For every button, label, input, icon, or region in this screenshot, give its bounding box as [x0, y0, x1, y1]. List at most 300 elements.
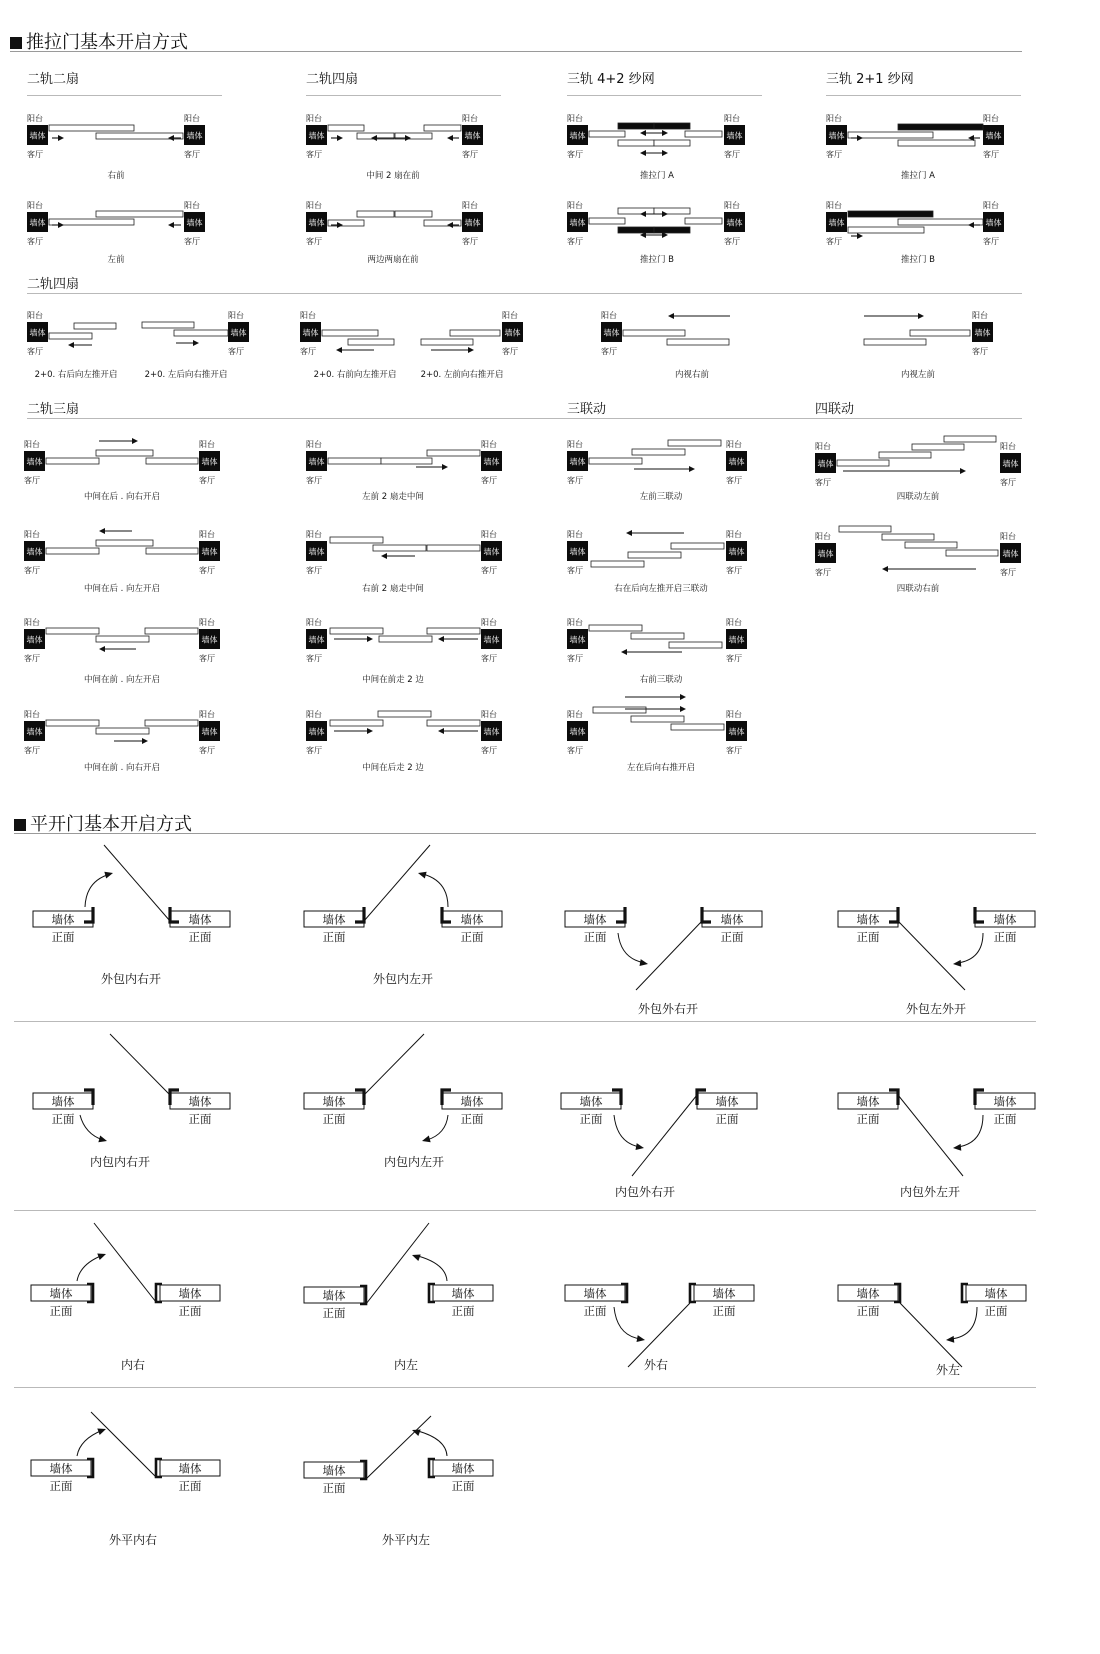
wall-label: 墙体	[728, 727, 745, 737]
section-label: 二轨四扇	[27, 277, 80, 292]
diagram-two-track-four-2	[306, 200, 483, 246]
living-label: 客厅	[567, 566, 583, 575]
wall-label: 墙体	[51, 1094, 75, 1109]
arrow-head	[689, 466, 695, 472]
front-label: 正面	[322, 1481, 346, 1495]
swing-caption: 内左	[393, 1358, 419, 1372]
door-panel	[944, 436, 996, 442]
front-label: 正面	[51, 930, 75, 944]
arrow-head	[367, 728, 373, 734]
door-panel	[49, 125, 134, 131]
front-label: 正面	[188, 930, 212, 944]
door-panel	[174, 330, 228, 336]
diagram-three-link-2	[567, 529, 747, 575]
balcony-label: 阳台	[724, 201, 740, 210]
balcony-label: 阳台	[726, 618, 742, 627]
swing-caption: 内包外右开	[614, 1185, 676, 1199]
wall-label: 墙体	[504, 328, 521, 338]
section-label: 三轨 2+1 纱网	[826, 72, 914, 87]
balcony-label: 阳台	[462, 201, 478, 210]
front-label: 正面	[49, 1304, 73, 1318]
diagram-20-right-front	[300, 310, 394, 356]
door-panel	[593, 707, 646, 713]
swing-b3	[561, 1090, 757, 1176]
screen-panel	[618, 123, 654, 129]
sliding-caption: 推拉门 A	[900, 171, 936, 181]
swing-caption: 外左	[935, 1363, 961, 1377]
wall-label: 墙体	[583, 1286, 607, 1301]
wall-label: 墙体	[49, 1286, 73, 1301]
living-label: 客厅	[306, 566, 322, 575]
arrow-head	[99, 528, 105, 534]
wall-label: 墙体	[26, 727, 43, 737]
wall-label: 墙体	[728, 635, 745, 645]
sliding-caption: 推拉门 B	[639, 255, 675, 265]
door-panel	[74, 323, 116, 329]
living-label: 客厅	[567, 476, 583, 485]
balcony-label: 阳台	[567, 114, 583, 123]
door-panel	[328, 125, 364, 131]
arrow-head	[367, 636, 373, 642]
arrow-head	[640, 959, 648, 966]
diagram-two-track-three-a3	[24, 617, 220, 663]
arrow-head	[58, 135, 64, 141]
wall-label: 墙体	[201, 727, 218, 737]
section-label: 四联动	[815, 402, 855, 417]
wall-label: 墙体	[856, 1286, 880, 1301]
wall-label: 墙体	[569, 457, 586, 467]
wall-label: 墙体	[856, 1094, 880, 1109]
swing-arrow	[614, 1307, 641, 1339]
door-panel	[946, 550, 998, 556]
diagram-inner-left-front	[864, 310, 993, 356]
wall-label: 墙体	[322, 1463, 346, 1478]
diagram-two-track-four-1	[306, 113, 483, 159]
door-panel	[379, 636, 432, 642]
swing-arrow	[80, 1115, 103, 1140]
arrow-head	[637, 1335, 645, 1342]
living-label: 客厅	[184, 150, 200, 159]
swing-arrow	[77, 1430, 103, 1456]
arrow-head	[438, 728, 444, 734]
wall-label: 墙体	[569, 218, 586, 228]
living-label: 客厅	[184, 237, 200, 246]
sliding-caption: 中间在后 . 向左开启	[83, 584, 161, 594]
balcony-label: 阳台	[199, 710, 215, 719]
living-label: 客厅	[306, 476, 322, 485]
door-leaf	[898, 921, 965, 990]
swing-a2	[304, 845, 502, 944]
door-leaf	[632, 1095, 697, 1176]
wall-label: 墙体	[308, 635, 325, 645]
wall-label: 墙体	[460, 1094, 484, 1109]
diagram-20-left-front	[421, 310, 523, 356]
swing-arrow	[85, 874, 110, 907]
diagram-two-track-two-1	[27, 113, 205, 159]
balcony-label: 阳台	[300, 311, 316, 320]
wall-label: 墙体	[828, 218, 845, 228]
front-label: 正面	[460, 930, 484, 944]
wall-label: 墙体	[186, 218, 203, 228]
arrow-head	[168, 222, 174, 228]
door-panel	[589, 458, 642, 464]
arrow-head	[882, 566, 888, 572]
door-panel	[348, 339, 394, 345]
living-label: 客厅	[199, 476, 215, 485]
sliding-caption: 右前 2 扇走中间	[362, 584, 424, 594]
wall-label: 墙体	[188, 1094, 212, 1109]
wall-label: 墙体	[29, 328, 46, 338]
arrow-head	[447, 135, 453, 141]
door-panel	[46, 548, 99, 554]
door-panel	[421, 339, 473, 345]
arrow-head	[142, 738, 148, 744]
door-panel	[623, 330, 685, 336]
arrow-head	[626, 530, 632, 536]
balcony-label: 阳台	[306, 440, 322, 449]
wall-label: 墙体	[984, 1286, 1008, 1301]
balcony-label: 阳台	[462, 114, 478, 123]
sliding-title-text: 推拉门基本开启方式	[26, 32, 188, 53]
diagram-three-track-21-2	[826, 200, 1004, 246]
living-label: 客厅	[306, 654, 322, 663]
wall-label: 墙体	[483, 635, 500, 645]
sliding-caption: 中间在前 . 向左开启	[83, 675, 161, 685]
diagram-four-link-2	[815, 526, 1021, 577]
wall-label: 墙体	[188, 912, 212, 927]
diagram-20-right-back	[27, 310, 116, 356]
arrow-head	[442, 464, 448, 470]
wall-label: 墙体	[993, 1094, 1017, 1109]
door-leaf	[364, 845, 430, 921]
sliding-caption: 中间在前走 2 边	[362, 675, 424, 685]
door-panel	[330, 537, 383, 543]
living-label: 客厅	[601, 347, 617, 356]
swing-arrow	[423, 874, 448, 907]
door-panel	[145, 628, 198, 634]
front-label: 正面	[460, 1112, 484, 1126]
living-label: 客厅	[462, 237, 478, 246]
sliding-caption: 左前	[107, 255, 125, 265]
swing-arrow	[77, 1255, 103, 1281]
door-panel	[669, 642, 722, 648]
front-label: 正面	[579, 1112, 603, 1126]
balcony-label: 阳台	[815, 442, 831, 451]
arrow-head	[97, 1253, 106, 1260]
door-panel	[631, 716, 684, 722]
living-label: 客厅	[27, 347, 43, 356]
arrow-head	[857, 233, 863, 239]
diagram-three-track-21-1	[826, 113, 1004, 159]
front-label: 正面	[178, 1304, 202, 1318]
door-panel	[667, 339, 729, 345]
door-panel	[671, 543, 724, 549]
door-panel	[146, 548, 198, 554]
living-label: 客厅	[724, 237, 740, 246]
balcony-label: 阳台	[24, 440, 40, 449]
door-panel	[96, 728, 149, 734]
wall-label: 墙体	[201, 635, 218, 645]
wall-label: 墙体	[460, 912, 484, 927]
front-label: 正面	[322, 1112, 346, 1126]
door-panel	[427, 545, 480, 551]
balcony-label: 阳台	[184, 114, 200, 123]
wall-label: 墙体	[51, 912, 75, 927]
wall-label: 墙体	[974, 328, 991, 338]
front-label: 正面	[720, 930, 744, 944]
sliding-caption: 右前	[107, 171, 125, 181]
sliding-caption: 2+0. 左前向右推开启	[420, 370, 504, 380]
living-label: 客厅	[306, 150, 322, 159]
wall-label: 墙体	[302, 328, 319, 338]
diagram-two-track-three-b4	[306, 709, 502, 755]
balcony-label: 阳台	[726, 530, 742, 539]
balcony-label: 阳台	[567, 201, 583, 210]
sliding-caption: 两边两扇在前	[367, 255, 419, 265]
balcony-label: 阳台	[567, 530, 583, 539]
door-panel	[912, 444, 964, 450]
balcony-label: 阳台	[24, 710, 40, 719]
section-label: 三轨 4+2 纱网	[567, 72, 655, 87]
sliding-caption: 左在后向右推开启	[626, 763, 696, 773]
sliding-caption: 右在后向左推开启三联动	[614, 584, 708, 594]
door-panel	[46, 628, 99, 634]
front-label: 正面	[856, 1112, 880, 1126]
door-panel	[96, 450, 153, 456]
wall-label: 墙体	[720, 912, 744, 927]
wall-label: 墙体	[728, 547, 745, 557]
diagram-two-track-three-b2	[306, 529, 502, 575]
front-label: 正面	[583, 930, 607, 944]
door-panel	[589, 131, 625, 137]
diagram-inner-right-front	[601, 310, 730, 356]
front-label: 正面	[583, 1304, 607, 1318]
sliding-caption: 右前三联动	[639, 675, 683, 685]
sliding-caption: 四联动左前	[896, 492, 940, 502]
wall-label: 墙体	[308, 131, 325, 141]
swing-c4	[838, 1284, 1026, 1367]
balcony-label: 阳台	[567, 440, 583, 449]
wall-label: 墙体	[26, 547, 43, 557]
swing-caption: 外包内右开	[100, 972, 162, 986]
balcony-label: 阳台	[27, 201, 43, 210]
wall-label: 墙体	[828, 131, 845, 141]
sliding-caption: 中间在后走 2 边	[362, 763, 424, 773]
wall-label: 墙体	[178, 1286, 202, 1301]
door-panel	[864, 339, 926, 345]
door-panel	[96, 211, 183, 217]
living-label: 客厅	[306, 237, 322, 246]
balcony-label: 阳台	[199, 440, 215, 449]
balcony-label: 阳台	[27, 311, 43, 320]
front-label: 正面	[993, 1112, 1017, 1126]
balcony-label: 阳台	[481, 440, 497, 449]
swing-caption: 内包内左开	[383, 1155, 445, 1169]
arrow-head	[336, 347, 342, 353]
living-label: 客厅	[199, 746, 215, 755]
door-leaf	[366, 1223, 429, 1304]
wall-label: 墙体	[201, 457, 218, 467]
door-leaf	[364, 1034, 424, 1095]
door-panel	[145, 720, 198, 726]
door-panel	[49, 333, 92, 339]
swing-a3	[565, 907, 762, 990]
balcony-label: 阳台	[1000, 442, 1016, 451]
door-panel	[373, 545, 426, 551]
arrow-head	[97, 1428, 106, 1435]
wall-label: 墙体	[569, 547, 586, 557]
wall-label: 墙体	[26, 457, 43, 467]
door-panel	[848, 227, 924, 233]
door-panel	[910, 330, 970, 336]
wall-label: 墙体	[322, 912, 346, 927]
sliding-caption: 中间在前 . 向右开启	[83, 763, 161, 773]
swing-title-text: 平开门基本开启方式	[30, 814, 192, 835]
door-panel	[905, 542, 957, 548]
diagram-three-link-4	[567, 694, 747, 755]
door-panel	[591, 561, 644, 567]
wall-label: 墙体	[451, 1461, 475, 1476]
swing-c3	[565, 1284, 754, 1367]
door-panel	[381, 458, 432, 464]
wall-label: 墙体	[569, 635, 586, 645]
living-label: 客厅	[27, 150, 43, 159]
living-label: 客厅	[306, 746, 322, 755]
front-label: 正面	[856, 930, 880, 944]
diagram-three-track-42-1	[567, 113, 745, 159]
front-label: 正面	[178, 1479, 202, 1493]
wall-label: 墙体	[985, 131, 1002, 141]
living-label: 客厅	[24, 566, 40, 575]
door-panel	[330, 628, 383, 634]
arrow-head	[668, 313, 674, 319]
door-panel	[328, 458, 381, 464]
arrow-head	[468, 347, 474, 353]
sliding-caption: 推拉门 A	[639, 171, 675, 181]
arrow-head	[680, 694, 686, 700]
balcony-label: 阳台	[826, 114, 842, 123]
screen-panel	[898, 124, 983, 130]
swing-b1	[33, 1034, 230, 1142]
balcony-label: 阳台	[567, 618, 583, 627]
balcony-label: 阳台	[481, 618, 497, 627]
door-panel	[330, 720, 383, 726]
door-panel	[671, 724, 724, 730]
wall-label: 墙体	[985, 218, 1002, 228]
door-panel	[618, 140, 654, 146]
wall-label: 墙体	[464, 131, 481, 141]
front-label: 正面	[984, 1304, 1008, 1318]
living-label: 客厅	[481, 476, 497, 485]
front-label: 正面	[856, 1304, 880, 1318]
arrow-head	[946, 1336, 954, 1343]
living-label: 客厅	[199, 566, 215, 575]
diagram-two-track-three-a4	[24, 709, 220, 755]
wall-label: 墙体	[483, 727, 500, 737]
sliding-caption: 中间 2 扇在前	[366, 171, 420, 181]
living-label: 客厅	[567, 150, 583, 159]
diagram-two-track-three-a2	[24, 528, 220, 575]
swing-d2	[304, 1416, 493, 1495]
balcony-label: 阳台	[481, 710, 497, 719]
sliding-caption: 推拉门 B	[900, 255, 936, 265]
swing-arrow	[418, 1256, 447, 1281]
door-panel	[632, 449, 685, 455]
wall-label: 墙体	[230, 328, 247, 338]
diagram-three-link-1	[567, 439, 747, 485]
arrow-head	[104, 872, 113, 879]
living-label: 客厅	[24, 746, 40, 755]
living-label: 客厅	[726, 746, 742, 755]
section-label: 二轨四扇	[306, 72, 359, 87]
wall-label: 墙体	[308, 547, 325, 557]
arrow-head	[132, 438, 138, 444]
door-panel	[142, 322, 194, 328]
door-panel	[427, 720, 480, 726]
living-label: 客厅	[24, 654, 40, 663]
balcony-label: 阳台	[972, 311, 988, 320]
door-panel	[685, 218, 722, 224]
swing-caption: 外包内左开	[372, 972, 434, 986]
wall-label: 墙体	[1002, 459, 1019, 469]
door-panel	[628, 552, 681, 558]
balcony-label: 阳台	[502, 311, 518, 320]
sliding-diagrams-canvas	[0, 0, 1100, 800]
door-panel	[427, 450, 480, 456]
arrow-head	[621, 649, 627, 655]
door-panel	[837, 460, 889, 466]
arrow-head	[918, 313, 924, 319]
arrow-head	[680, 706, 686, 712]
door-panel	[631, 633, 684, 639]
living-label: 客厅	[300, 347, 316, 356]
balcony-label: 阳台	[306, 710, 322, 719]
sliding-caption: 中间在后 . 向右开启	[83, 492, 161, 502]
balcony-label: 阳台	[306, 530, 322, 539]
balcony-label: 阳台	[199, 530, 215, 539]
door-panel	[96, 540, 153, 546]
balcony-label: 阳台	[306, 618, 322, 627]
living-label: 客厅	[726, 476, 742, 485]
swing-a4	[838, 907, 1035, 990]
balcony-label: 阳台	[567, 710, 583, 719]
arrow-head	[68, 342, 74, 348]
wall-label: 墙体	[569, 131, 586, 141]
balcony-label: 阳台	[27, 114, 43, 123]
diagram-two-track-three-b1	[306, 439, 502, 485]
screen-panel	[654, 227, 690, 233]
wall-label: 墙体	[322, 1288, 346, 1303]
balcony-label: 阳台	[826, 201, 842, 210]
swing-a1	[33, 845, 230, 944]
door-leaf	[900, 1303, 962, 1367]
door-panel	[898, 140, 975, 146]
wall-label: 墙体	[726, 131, 743, 141]
living-label: 客厅	[983, 237, 999, 246]
wall-label: 墙体	[483, 547, 500, 557]
balcony-label: 阳台	[726, 710, 742, 719]
door-panel	[882, 534, 934, 540]
wall-label: 墙体	[178, 1461, 202, 1476]
door-leaf	[94, 1223, 156, 1302]
front-label: 正面	[322, 930, 346, 944]
living-label: 客厅	[826, 237, 842, 246]
balcony-label: 阳台	[228, 311, 244, 320]
sliding-caption: 2+0. 左后向右推开启	[144, 370, 228, 380]
front-label: 正面	[322, 1306, 346, 1320]
door-panel	[357, 211, 394, 217]
front-label: 正面	[49, 1479, 73, 1493]
